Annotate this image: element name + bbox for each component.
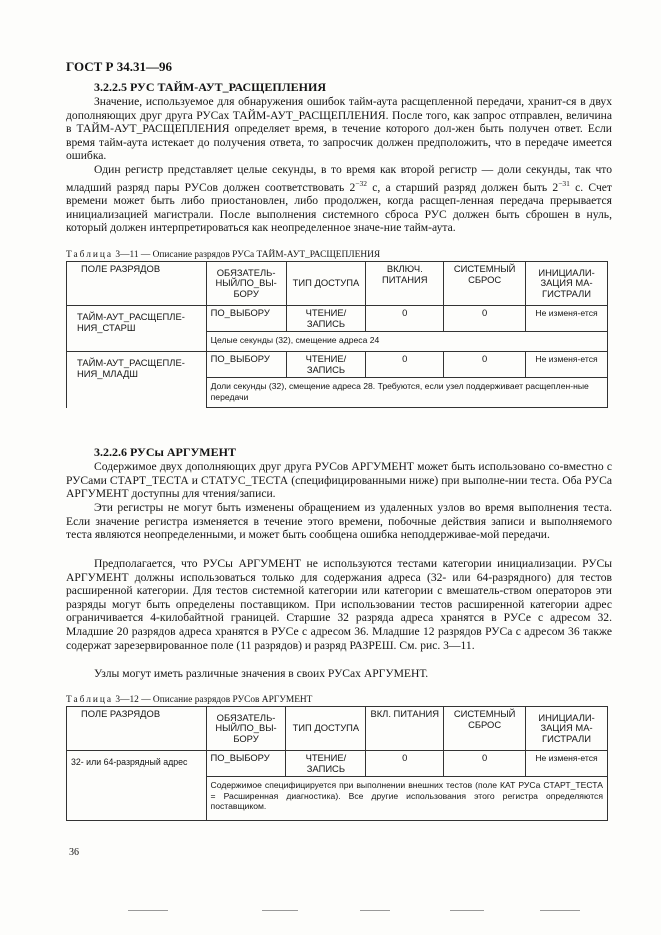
table-caption: Таблица 3—12 — Описание разрядов РУСов АРГУМЕНТ	[66, 695, 313, 705]
table-argument	[66, 706, 608, 821]
column-header: ИНИЦИАЛИ-ЗАЦИЯ МА-ГИСТРАЛИ	[526, 707, 608, 751]
table-split-timeout	[66, 261, 608, 408]
cell-access: ЧТЕНИЕ/ ЗАПИСЬ	[286, 751, 366, 777]
paragraph: Предполагается, что РУСы АРГУМЕНТ не используются тестами категории инициализации. РУСы АРГУМЕНТ должны использоваться только для содержания адреса (32- или 64-разрядного) для тестов расширенной категории. Для тестов системной категории или категории с вмешатель-ством операторов эти разряды могут быть определены поставщиком. При использовании тестов расширенной категории адрес ограничивается 4-килобайтной границей. Старшие 32 разряда адреса хранятся в РУСе с адресом 32. Младшие 20 разрядов адреса хранятся в РУСе с адресом 36. Младшие 12 разрядов РУСа с адресом 36 также содержат зарезервированное поле (11 разрядов) и разряд РАЗРЕШ. См. рис. 3—11.	[66, 557, 612, 652]
cell-power-on: 0	[366, 306, 444, 332]
table-row	[67, 751, 608, 777]
column-header: ОБЯЗАТЕЛЬ-НЫЙ/ПО_ВЫ-БОРУ	[206, 707, 286, 751]
cell-field: ТАЙМ-АУТ_РАСЩЕПЛЕ-НИЯ_МЛАДШ	[67, 352, 207, 408]
column-header: СИСТЕМНЫЙ СБРОС	[444, 262, 526, 306]
column-header: ПОЛЕ РАЗРЯДОВ	[67, 262, 207, 306]
column-header: СИСТЕМНЫЙ СБРОС	[444, 707, 526, 751]
paragraph: Эти регистры не могут быть изменены обращением из удаленных узлов во время выполнения теста. Если значение регистра изменяется в течение этого времени, побочные действия записи и выполняемого теста являются неопределенными, и может быть сообщена ошибка неподдерживае-мой передачи.	[66, 501, 612, 542]
cell-mandatory: ПО_ВЫБОРУ	[206, 751, 286, 777]
column-header: ВКЛ. ПИТАНИЯ	[366, 707, 444, 751]
column-header: ПОЛЕ РАЗРЯДОВ	[67, 707, 207, 751]
cell-note: Доли секунды (32), смещение адреса 28. Требуются, если узел поддерживает расщеплен-ные передачи	[206, 378, 607, 408]
paragraph: Узлы могут иметь различные значения в своих РУСах АРГУМЕНТ.	[94, 667, 429, 680]
section-title-argument: 3.2.2.6 РУСы АРГУМЕНТ	[94, 445, 236, 459]
table-header-row	[67, 262, 608, 306]
cell-bus-init: Не изменя-ется	[526, 306, 608, 332]
column-header: ТИП ДОСТУПА	[286, 707, 366, 751]
paragraph: Содержимое двух дополняющих друг друга РУСов АРГУМЕНТ может быть использовано со-вместно с РУСами СТАРТ_ТЕСТА и СТАТУС_ТЕСТА (специфицированными ниже) при выполне-нии теста. Оба РУСа АРГУМЕНТ доступны для чтения/записи.	[66, 460, 612, 501]
paragraph: Значение, используемое для обнаружения ошибок тайм-аута расщепленной передачи, хранит-ся в двух дополняющих друг друга РУСах ТАЙМ-АУТ_РАСЩЕПЛЕНИЯ. После того, как запрос отправлен, величина в ТАЙМ-АУТ_РАСЩЕПЛЕНИЯ определяет время, в течение которого дол-жен быть получен ответ. Если время тайм-аута истекает до получения ответа, то запросчик должен предположить, что в передаче имеется ошибка.	[66, 95, 612, 163]
page-header: ГОСТ Р 34.31—96	[66, 59, 172, 74]
cell-mandatory: ПО_ВЫБОРУ	[206, 306, 286, 332]
cell-system-reset: 0	[444, 352, 526, 378]
scan-artifact	[360, 910, 390, 911]
section-title-split-timeout: 3.2.2.5 РУС ТАЙМ-АУТ_РАСЩЕПЛЕНИЯ	[94, 80, 326, 94]
column-header: ТИП ДОСТУПА	[286, 262, 366, 306]
cell-bus-init: Не изменя-ется	[526, 751, 608, 777]
column-header: ВКЛЮЧ. ПИТАНИЯ	[366, 262, 444, 306]
table-header-row	[67, 707, 608, 751]
paragraph: Один регистр представляет целые секунды, в то время как второй регистр — доли секунды, так что младший разряд пары РУСов должен соответствовать $2^{-32}$ с, а старший разряд должен быть $2^{-31}$ с. Счет времени может быть либо приостановлен, либо продолжен, когда расщеп-ленная передача прерывается инициализацией магистрали. После выполнения системного сброса РУС должен быть сброшен в нуль, который должен интерпретироваться как неопределенное значе-ние тайм-аута.	[66, 163, 612, 235]
table-caption: Таблица 3—11 — Описание разрядов РУСа ТАЙМ-АУТ_РАСЩЕПЛЕНИЯ	[66, 250, 381, 260]
cell-power-on: 0	[366, 751, 444, 777]
cell-system-reset: 0	[444, 306, 526, 332]
scan-artifact	[540, 910, 580, 911]
table-row	[67, 306, 608, 332]
cell-bus-init: Не изменя-ется	[526, 352, 608, 378]
cell-note: Целые секунды (32), смещение адреса 24	[206, 332, 607, 352]
table-row	[67, 352, 608, 378]
cell-mandatory: ПО_ВЫБОРУ	[206, 352, 286, 378]
cell-note: Содержимое специфицируется при выполнении внешних тестов (поле КАТ РУСа СТАРТ_ТЕСТА = Расширенная диагностика). Все другие использования этого регистра определяются поставщиком.	[206, 777, 607, 821]
scan-artifact	[262, 910, 298, 911]
cell-system-reset: 0	[444, 751, 526, 777]
cell-access: ЧТЕНИЕ/ ЗАПИСЬ	[286, 306, 366, 332]
cell-field: 32- или 64-разрядный адрес	[67, 751, 207, 821]
column-header: ОБЯЗАТЕЛЬ-НЫЙ/ПО_ВЫ-БОРУ	[206, 262, 286, 306]
column-header: ИНИЦИАЛИ-ЗАЦИЯ МА-ГИСТРАЛИ	[526, 262, 608, 306]
page-number: 36	[69, 847, 79, 858]
scan-artifact	[450, 910, 484, 911]
cell-access: ЧТЕНИЕ/ ЗАПИСЬ	[286, 352, 366, 378]
cell-power-on: 0	[366, 352, 444, 378]
cell-field: ТАЙМ-АУТ_РАСЩЕПЛЕ-НИЯ_СТАРШ	[67, 306, 207, 352]
scan-artifact	[128, 910, 168, 911]
